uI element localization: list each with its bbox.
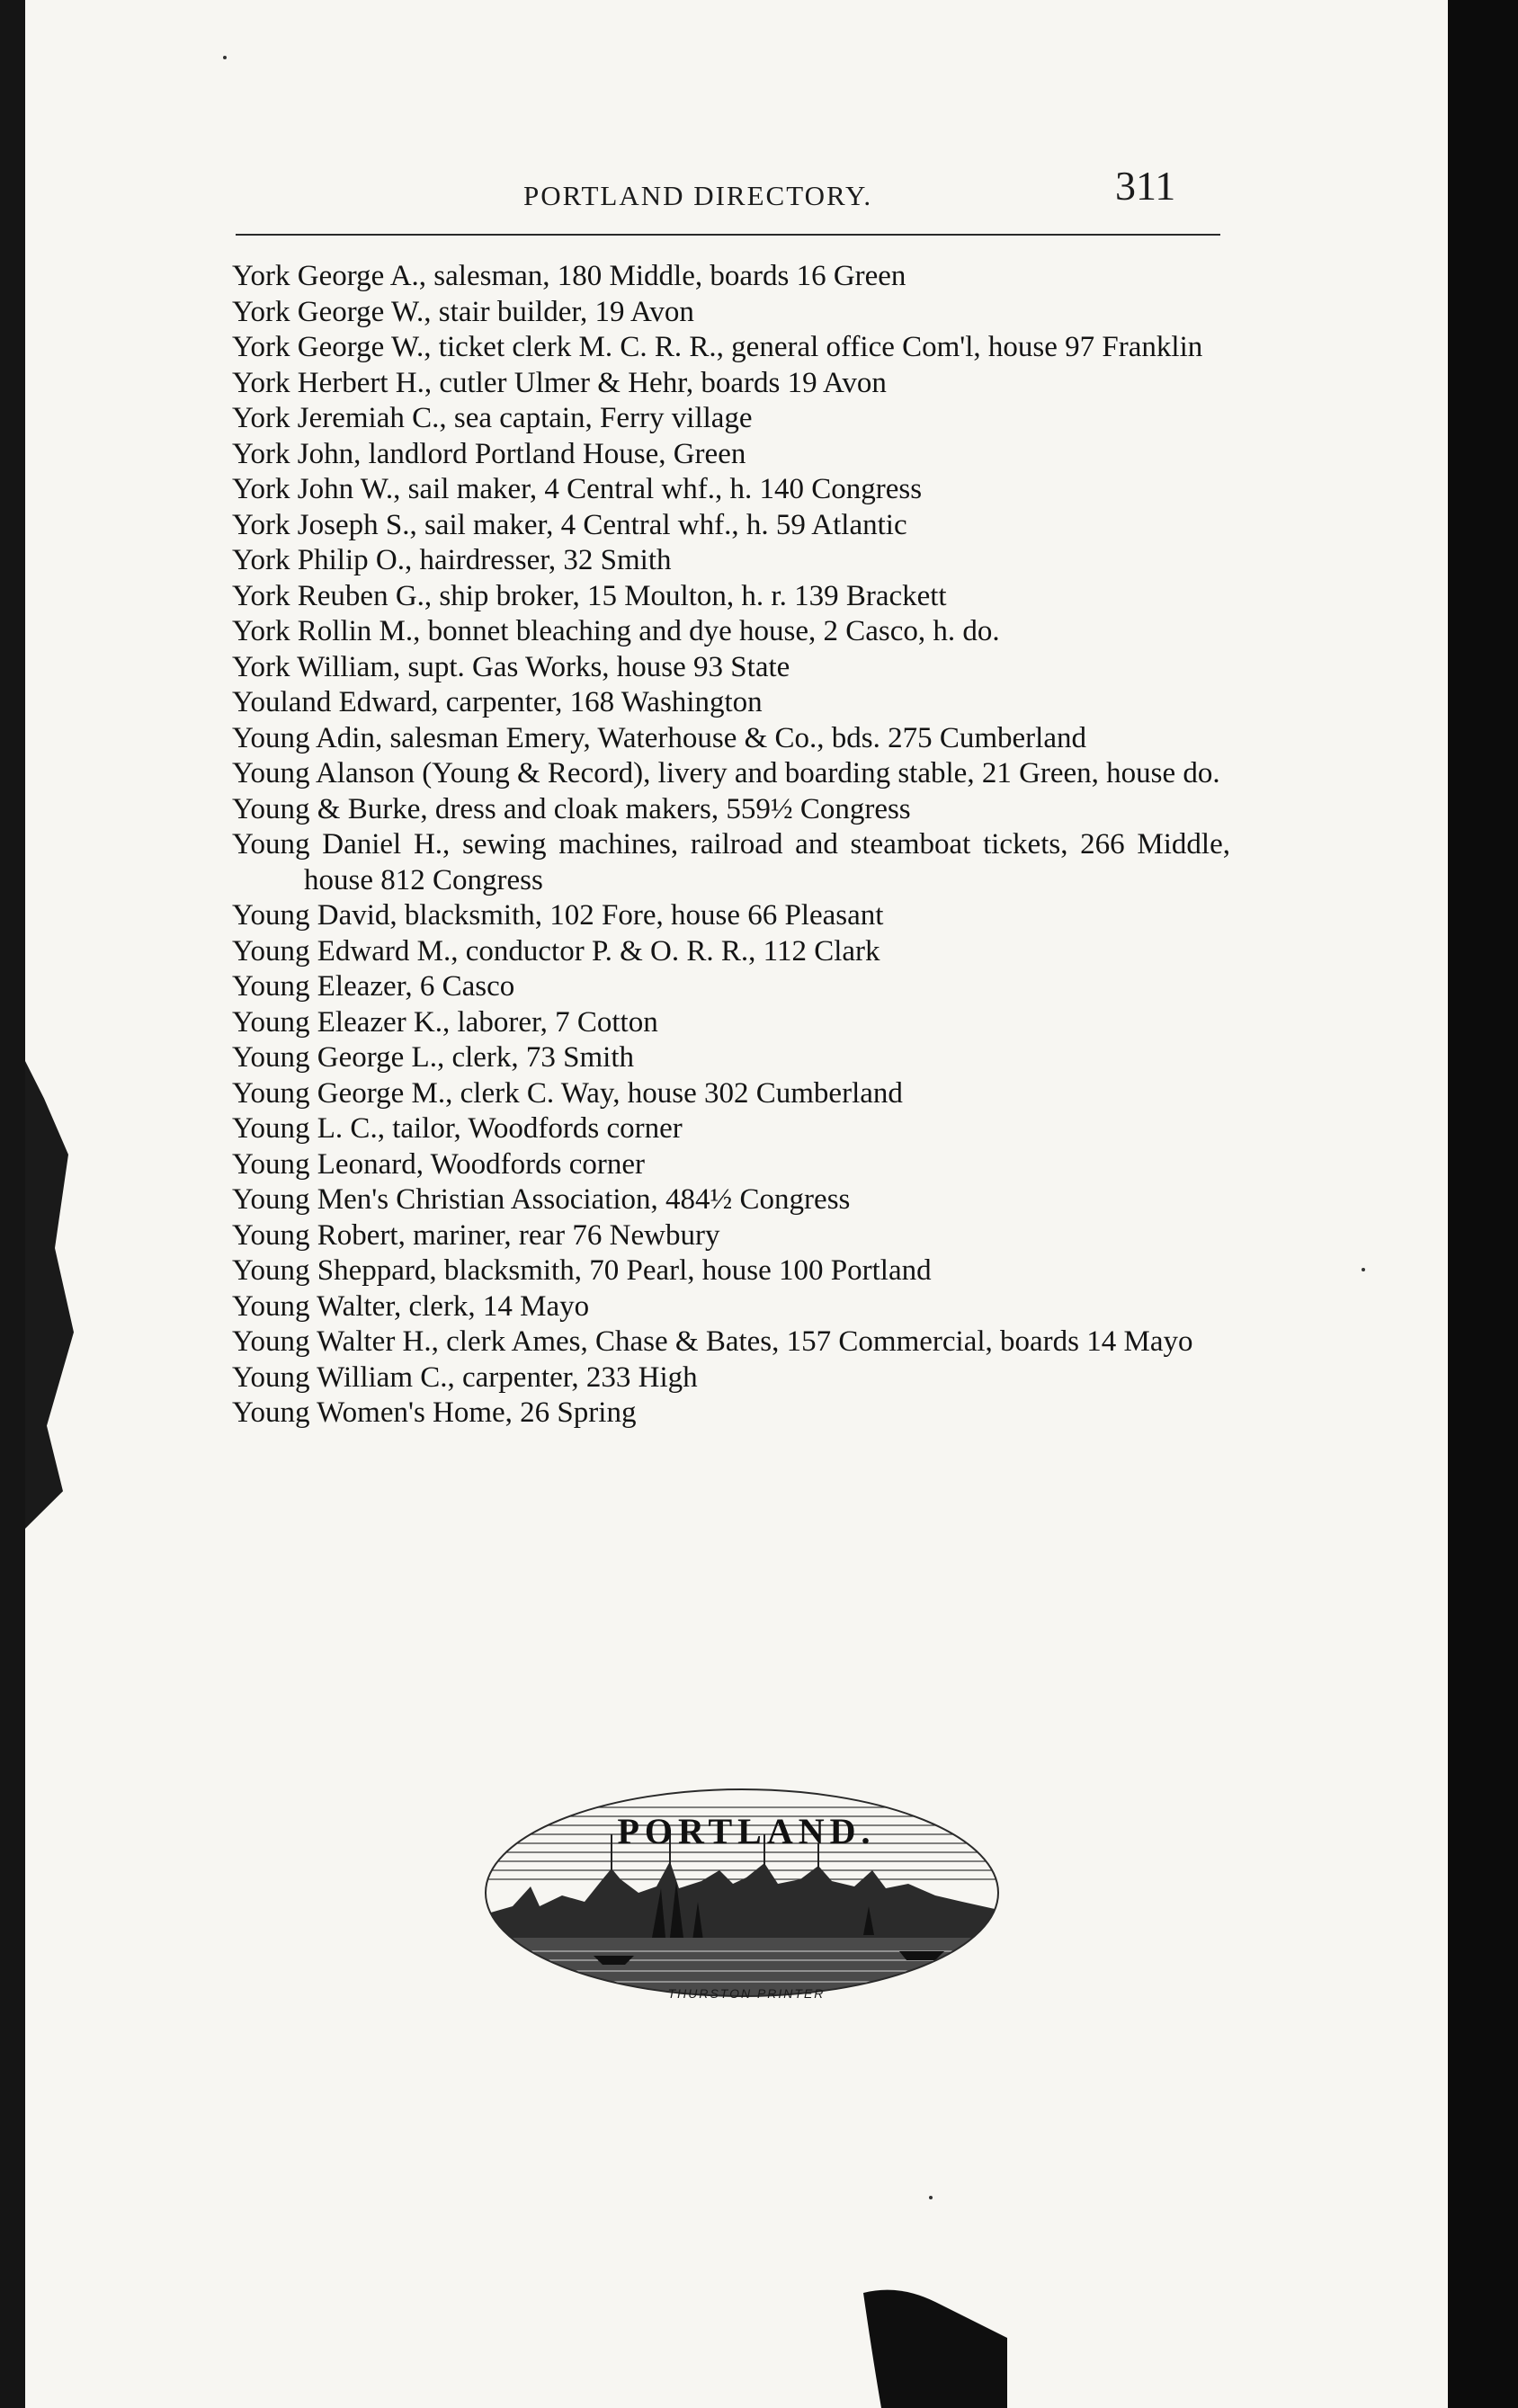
directory-entry: York Jeremiah C., sea captain, Ferry village [232,402,753,434]
directory-entry: York George A., salesman, 180 Middle, boards 16 Green [232,260,906,292]
scan-edge-left [0,0,27,2408]
directory-entry: Young Walter H., clerk Ames, Chase & Bates, 157 Commercial, boards 14 Mayo [232,1325,1193,1358]
directory-entry: York John W., sail maker, 4 Central whf., h. 140 Congress [232,473,923,505]
directory-entry: Young Walter, clerk, 14 Mayo [232,1289,590,1323]
directory-entry: Young & Burke, dress and cloak makers, 559½ Congress [232,792,911,825]
directory-entry: York William, supt. Gas Works, house 93 State [232,650,790,683]
speck [223,56,227,59]
directory-entry: Young Alanson (Young & Record), livery and boarding stable, 21 Green, house do. [232,757,1220,789]
directory-entry: Young Men's Christian Association, 484½ Congress [232,1183,851,1216]
printer-imprint: THURSTON PRINTER [667,1986,826,2001]
header-rule [236,234,1220,236]
directory-entry: York Joseph S., sail maker, 4 Central whf., h. 59 Atlantic [232,508,907,541]
directory-entry: York Reuben G., ship broker, 15 Moulton, h. r. 139 Brackett [232,579,947,612]
directory-entry: Young Robert, mariner, rear 76 Newbury [232,1218,720,1252]
directory-entry: Young Adin, salesman Emery, Waterhouse & Co., bds. 275 Cumberland [232,721,1086,754]
directory-entry: Youland Edward, carpenter, 168 Washington [232,686,763,718]
page-damage-smudge [863,2284,1007,2408]
scan-edge-right [1448,0,1518,2408]
directory-entry: Young Sheppard, blacksmith, 70 Pearl, house 100 Portland [232,1254,932,1287]
directory-entry: Young George L., clerk, 73 Smith [232,1041,635,1074]
directory-entry: York John, landlord Portland House, Green [232,437,746,470]
directory-entry: Young Leonard, Woodfords corner [232,1147,645,1181]
portland-harbor-vignette [477,1780,1007,2014]
directory-entry: Young Edward M., conductor P. & O. R. R., 112 Clark [232,934,880,968]
directory-entry: York Rollin M., bonnet bleaching and dye house, 2 Casco, h. do. [232,615,1000,647]
directory-entry: Young Daniel H., sewing machines, railroad and steamboat tickets, 266 Middle, house 812 Congress [232,828,1230,896]
speck [929,2196,933,2199]
directory-entry: York George W., ticket clerk M. C. R. R., general office Com'l, house 97 Franklin [232,331,1203,363]
vignette-title: PORTLAND. [617,1811,876,1851]
directory-entries [232,259,1230,1431]
directory-entry: Young George M., clerk C. Way, house 302 Cumberland [232,1076,903,1110]
directory-entry: Young L. C., tailor, Woodfords corner [232,1112,683,1145]
running-head: PORTLAND DIRECTORY. [523,180,873,211]
directory-entry: Young Eleazer K., laborer, 7 Cotton [232,1005,658,1039]
directory-entry: Young Women's Home, 26 Spring [232,1396,637,1429]
directory-entry: Young David, blacksmith, 102 Fore, house 66 Pleasant [232,899,884,932]
directory-entry: York Philip O., hairdresser, 32 Smith [232,544,672,576]
directory-entry: York Herbert H., cutler Ulmer & Hehr, boards 19 Avon [232,366,887,399]
speck [1362,1268,1365,1271]
directory-entry: Young William C., carpenter, 233 High [232,1360,698,1394]
directory-entry: York George W., stair builder, 19 Avon [232,295,694,328]
page-number: 311 [1115,163,1176,209]
directory-entry: Young Eleazer, 6 Casco [232,970,515,1003]
